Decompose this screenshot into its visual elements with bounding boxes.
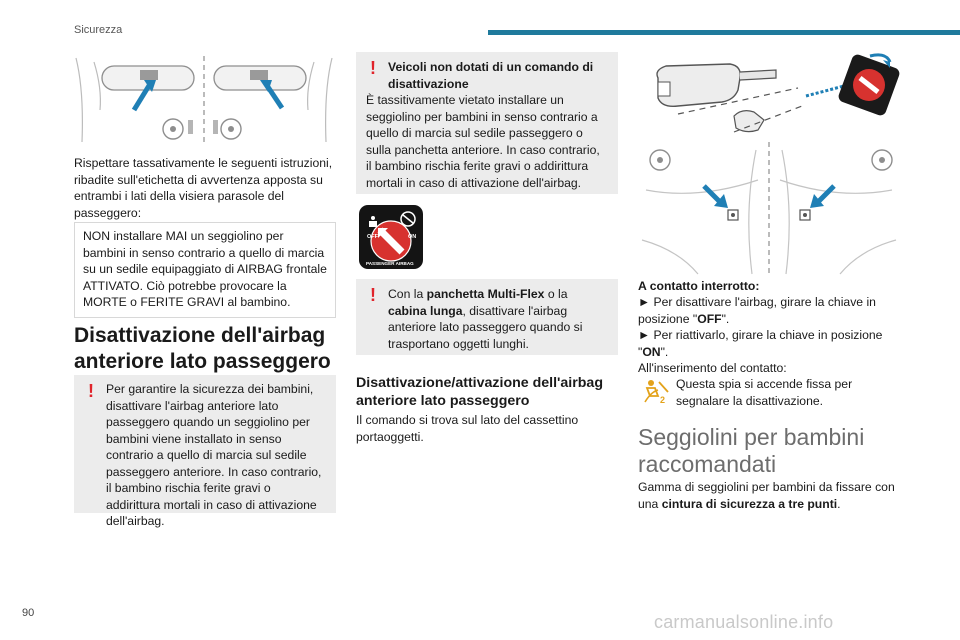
section-title-deactivation: Disattivazione dell'airbag anteriore lato passeggero — [74, 324, 331, 373]
airbag-off-warning-lamp-icon — [644, 378, 670, 404]
step-on-bold: ON — [642, 344, 661, 359]
exclamation-icon: ! — [88, 381, 94, 401]
intro-paragraph: Rispettare tassativamente le seguenti istruzioni, ribadite sull'etichetta di avvertenza apposta su entrambi i lati della visiera parasole del passeggero: — [74, 156, 333, 220]
multiflex-text-1: Con la — [388, 287, 427, 301]
step-on — [638, 327, 900, 360]
header-accent-bar — [488, 30, 960, 35]
header-title: Sicurezza — [74, 24, 123, 36]
contact-title: A contatto interrotto: — [638, 279, 760, 293]
lamp-description: Questa spia si accende fissa per segnalare la disattivazione. — [676, 377, 853, 408]
child-safety-notice — [74, 375, 336, 528]
no-deactivation-notice — [356, 52, 618, 194]
step-on-text: ► Per riattivarlo, girare la chiave in posizione " — [638, 328, 883, 359]
step-off-end: ". — [721, 311, 730, 326]
ignition-text: All'inserimento del contatto: — [638, 361, 787, 375]
watermark: carmanualsonline.info — [654, 612, 834, 632]
multiflex-bold-1: panchetta Multi-Flex — [426, 287, 545, 301]
recommended-seats-bold: cintura di sicurezza a tre punti — [661, 496, 838, 511]
multiflex-bold-2: cabina lunga — [388, 303, 463, 318]
step-off — [638, 294, 900, 327]
switch-ring-label: PASSENGER AIRBAG — [366, 261, 414, 266]
warning-label-text: NON installare MAI un seggiolino per bambini in senso contrario a quello di marcia su un sedile equipaggiato di AIRBAG frontale ATTIVATO. Ciò potrebbe provocare la MORTE o FERITE GRAVI al bambino. — [83, 229, 327, 309]
exclamation-icon: ! — [370, 58, 376, 78]
step-off-bold: OFF — [697, 311, 722, 326]
page-number: 90 — [22, 607, 35, 619]
recommended-seats-body — [638, 479, 900, 512]
switch-on-label: ON — [408, 234, 417, 240]
warning-label-box — [74, 222, 336, 318]
airbag-switch-icon — [358, 204, 424, 275]
step-on-end: ". — [660, 344, 669, 359]
sun-visor-label-illustration — [74, 50, 336, 146]
child-safety-notice-text: Per garantire la sicurezza dei bambini, disattivare l'airbag anteriore lato passeggero quando un seggiolino per bambini viene installato in senso contrario a quello di marcia sul sedile passeggero anteriore. In caso contrario, il bambino rischia ferite gravi o addirittura mortali in caso di attivazione dell'airbag. — [106, 382, 322, 528]
recommended-seats-text: Gamma di seggiolini per bambini da fissare con una — [638, 480, 895, 511]
multiflex-text-2: o la — [544, 287, 568, 301]
multiflex-text-3: , disattivare l'airbag anteriore lato passeggero quando si trasportano oggetti lunghi. — [388, 303, 583, 351]
subsection-body: Il comando si trova sul lato del cassettino portaoggetti. — [356, 413, 579, 444]
subsection-title: Disattivazione/attivazione dell'airbag anteriore lato passeggero — [356, 375, 603, 409]
switch-off-label: OFF — [367, 234, 378, 240]
recommended-seats-end: . — [837, 496, 841, 511]
svg-text:2: 2 — [660, 395, 666, 404]
no-deactivation-title: Veicoli non dotati di un comando di disattivazione — [388, 60, 594, 91]
exclamation-icon: ! — [370, 285, 376, 305]
section-title-recommended-seats: Seggiolini per bambini raccomandati — [638, 424, 865, 477]
no-deactivation-body: È tassitivamente vietato installare un seggiolino per bambini in senso contrario a quello di marcia sul sedile passeggero o sulla panchetta anteriore. In caso contrario, il bambino rischia ferite gravi o addirittura mortali in caso di attivazione dell'airbag. — [366, 93, 600, 190]
multiflex-notice — [356, 279, 618, 355]
key-switch-illustration — [638, 50, 900, 275]
step-off-text: ► Per disattivare l'airbag, girare la chiave in posizione " — [638, 295, 876, 326]
